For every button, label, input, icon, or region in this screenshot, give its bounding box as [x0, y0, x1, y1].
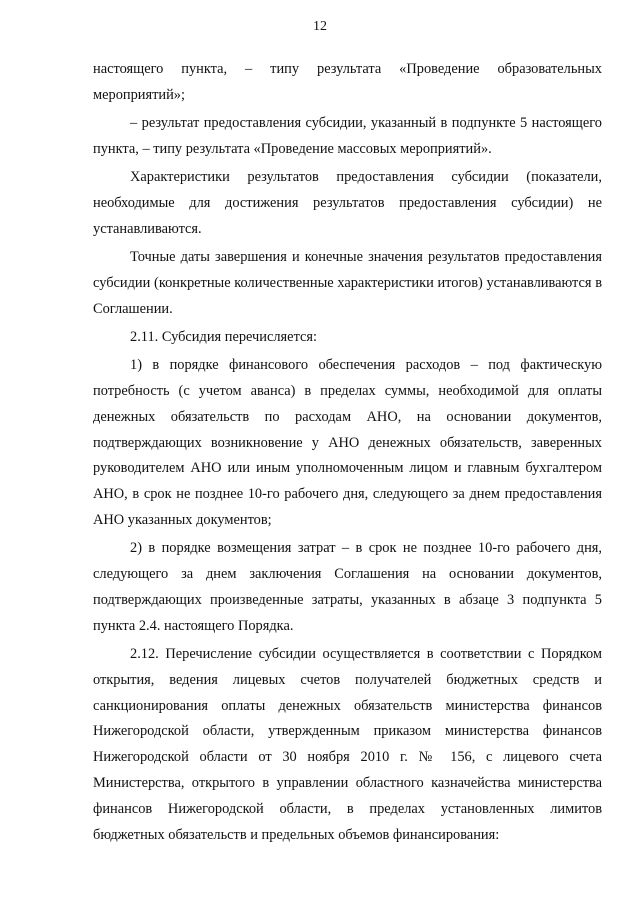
paragraph-exact-dates: Точные даты завершения и конечные значения результатов предоставления субсидии (конкретные количественные характеристики итогов) устанавливаются в Соглашении.: [93, 249, 602, 317]
paragraph-2-11-heading: 2.11. Субсидия перечисляется:: [130, 328, 318, 345]
document-body: [93, 57, 602, 848]
page-number: 12: [313, 19, 327, 34]
paragraph-continuation: настоящего пункта, – типу результата «Проведение образовательных мероприятий»;: [93, 61, 602, 103]
paragraph-2-11-item-2: 2) в порядке возмещения затрат – в срок не позднее 10-го рабочего дня, следующего за днем заключения Соглашения на основании документов, подтверждающих произведенные затраты, указанных в абзаце 3 подпункта 5 пункта 2.4. настоящего Порядка.: [93, 540, 602, 634]
paragraph-2-11-item-1: 1) в порядке финансового обеспечения расходов – под фактическую потребность (с учетом аванса) в пределах суммы, необходимой для оплаты денежных обязательств по расходам АНО, на основании документов, подтверждающих возникновение у АНО денежных обязательств, заверенных руководителем АНО или иным уполномоченным лицом и главным бухгалтером АНО, в срок не позднее 10-го рабочего дня, следующего за днем предоставления АНО указанных документов;: [93, 357, 602, 529]
paragraph-2-12: 2.12. Перечисление субсидии осуществляется в соответствии с Порядком открытия, ведения лицевых счетов получателей бюджетных средств и санкционирования оплаты денежных обязательств министерства финансов Нижегородской области, утвержденным приказом министерства финансов Нижегородской области от 30 ноября 2010 г. № 156, с лицевого счета Министерства, открытого в управлении областного казначейства министерства финансов Нижегородской области, в пределах установленных лимитов бюджетных обязательств и предельных объемов финансирования:: [93, 646, 602, 843]
paragraph-result-type: – результат предоставления субсидии, указанный в подпункте 5 настоящего пункта, – типу результата «Проведение массовых мероприятий».: [93, 115, 602, 157]
paragraph-characteristics: Характеристики результатов предоставления субсидии (показатели, необходимые для достижения результатов предоставления субсидии) не устанавливаются.: [93, 169, 602, 237]
